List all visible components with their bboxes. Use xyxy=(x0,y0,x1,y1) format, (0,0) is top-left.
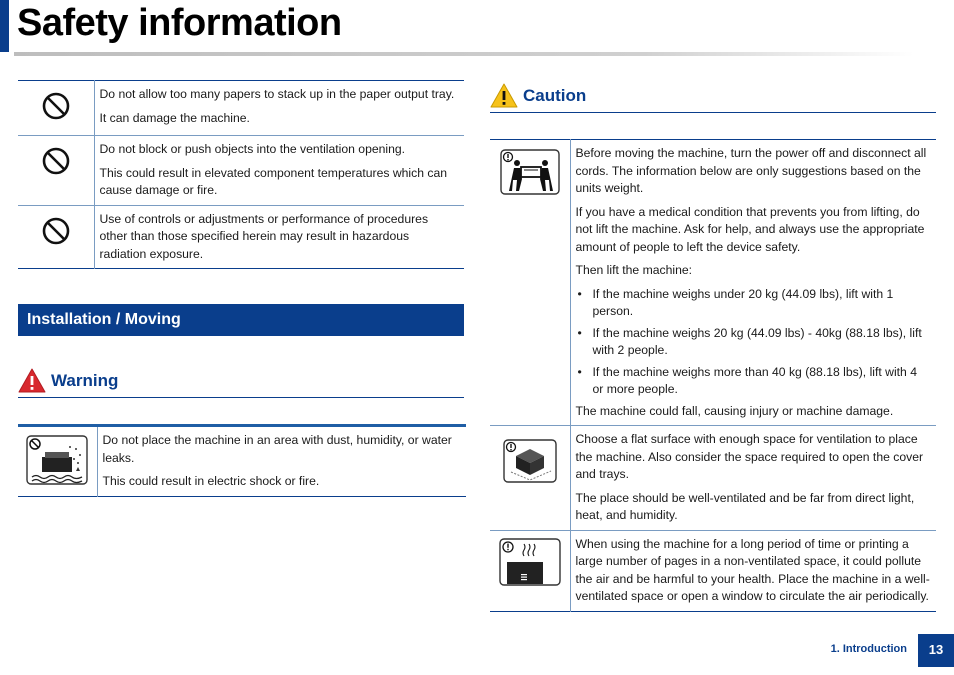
warning-label: Warning xyxy=(51,370,119,390)
caution-heading xyxy=(490,83,586,108)
paragraph: It can damage the machine. xyxy=(99,110,250,125)
prohibited-icon xyxy=(41,146,71,176)
text-cell xyxy=(570,530,936,611)
section-heading-installation-moving: Installation / Moving xyxy=(18,304,464,336)
warning-table xyxy=(18,424,466,497)
title-accent-bar xyxy=(0,0,9,52)
icon-cell xyxy=(18,136,94,206)
paragraph: The machine could fall, causing injury or machine damage. xyxy=(575,403,894,418)
icon-cell xyxy=(490,140,570,426)
warning-icon xyxy=(18,368,46,393)
table-row xyxy=(18,136,464,206)
table-row xyxy=(18,205,464,269)
paragraph: If you have a medical condition that prevents you from lifting, do not lift the machine. Ask for help, and always use the appropriate amount of people to left the device safety. xyxy=(575,204,925,254)
caution-icon xyxy=(490,83,518,108)
icon-cell xyxy=(18,205,94,269)
text-cell xyxy=(94,205,464,269)
text-cell xyxy=(570,140,936,426)
caution-rule xyxy=(490,112,936,113)
weight-list xyxy=(576,286,932,399)
page-title: Safety information xyxy=(17,2,342,44)
text-cell xyxy=(97,426,466,497)
paragraph: Do not block or push objects into the ventilation opening. xyxy=(99,142,406,156)
two-person-lift-icon xyxy=(500,149,560,195)
paragraph: Choose a flat surface with enough space for ventilation to place the machine. Also consider the space required to open the cover and trays. xyxy=(575,432,924,481)
warning-rule xyxy=(18,397,464,398)
text-cell xyxy=(94,81,464,136)
prohibited-icon xyxy=(41,216,71,246)
icon-cell xyxy=(18,426,97,497)
warning-heading xyxy=(18,368,118,393)
icon-cell xyxy=(18,81,94,136)
list-item: • If the machine weighs 20 kg (44.09 lbs) - 40kg (88.18 lbs), lift with 2 people. xyxy=(576,325,932,360)
table-row xyxy=(18,426,466,497)
paragraph: Use of controls or adjustments or performance of procedures other than those specified herein may result in hazardous radiation exposure. xyxy=(99,211,429,261)
no-dust-humidity-water-icon xyxy=(26,435,88,485)
title-underline xyxy=(14,52,914,56)
paragraph: Then lift the machine: xyxy=(575,263,693,277)
text-cell xyxy=(94,136,464,206)
text-cell xyxy=(570,426,936,531)
page-number-badge: 13 xyxy=(918,634,954,667)
table-row xyxy=(18,81,464,136)
icon-cell xyxy=(490,530,570,611)
icon-cell xyxy=(490,426,570,531)
table-row xyxy=(490,426,936,531)
table-row xyxy=(490,140,936,426)
paragraph: This could result in elevated component temperatures which can cause damage or fire. xyxy=(99,165,448,197)
paragraph: When using the machine for a long period of time or printing a large number of pages in a non-ventilated space, it could pollute the air and be harmful to your health. Place the machine in a well-ventilated space or open a window to circulate the air periodically. xyxy=(575,536,930,603)
footer-chapter-label: 1. Introduction xyxy=(830,643,907,655)
ventilation-heat-icon xyxy=(499,538,561,586)
paragraph: This could result in electric shock or fire. xyxy=(102,474,320,488)
paragraph: The place should be well-ventilated and be far from direct light, heat, and humidity. xyxy=(575,490,915,522)
paragraph: Before moving the machine, turn the power off and disconnect all cords. The information below are only suggestions based on the units weight. xyxy=(575,146,927,195)
paragraph: Do not allow too many papers to stack up in the paper output tray. xyxy=(99,87,455,101)
paragraph: Do not place the machine in an area with dust, humidity, or water leaks. xyxy=(102,433,452,465)
flat-surface-icon xyxy=(503,439,557,483)
list-item: • If the machine weighs under 20 kg (44.09 lbs), lift with 1 person. xyxy=(576,286,932,321)
caution-label: Caution xyxy=(523,85,587,105)
prohibited-icon xyxy=(41,91,71,121)
table-row xyxy=(490,530,936,611)
list-item: • If the machine weighs more than 40 kg (88.18 lbs), lift with 4 or more people. xyxy=(576,364,932,399)
caution-table xyxy=(490,139,936,612)
prohibition-table xyxy=(18,80,464,269)
